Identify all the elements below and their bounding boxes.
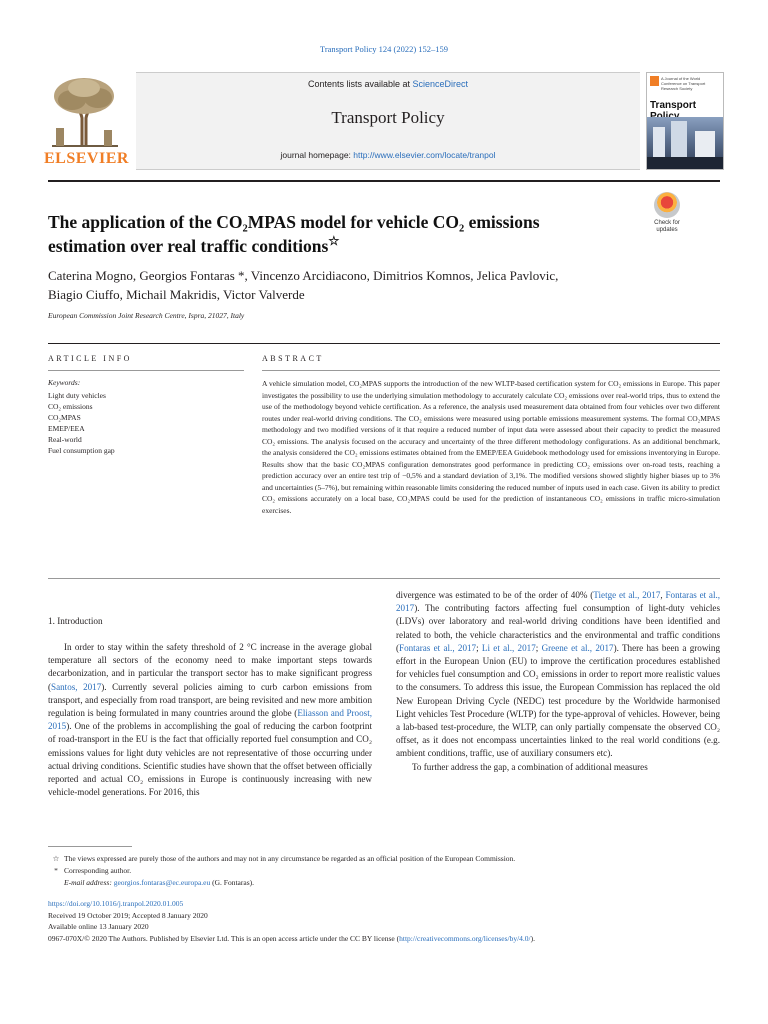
citation-link[interactable]: Fontaras et al., 2017: [399, 642, 477, 653]
section-heading-introduction: 1. Introduction: [48, 616, 103, 626]
body-right-column: [396, 589, 720, 774]
citation-link[interactable]: Eliasson and Proost, 2015: [48, 708, 372, 732]
homepage-label: journal homepage:: [280, 150, 354, 160]
journal-reference[interactable]: Transport Policy 124 (2022) 152–159: [319, 44, 449, 54]
keywords-label: Keywords:: [48, 378, 81, 387]
citation-link[interactable]: Santos, 2017: [51, 681, 102, 692]
keyword-item: Real-world: [48, 435, 82, 444]
received-dates: Received 19 October 2019; Accepted 8 January 2020: [48, 910, 208, 920]
title-footnote-mark[interactable]: ☆: [328, 234, 340, 249]
keyword-item: CO₂ emissions: [48, 402, 93, 411]
available-online: Available online 13 January 2020: [48, 922, 149, 931]
footnotes: [48, 853, 728, 889]
citation-link[interactable]: Li et al., 2017: [481, 642, 536, 653]
citation-link[interactable]: Fontaras et al., 2017: [396, 590, 721, 614]
elsevier-tree-icon: [42, 74, 128, 150]
journal-homepage: [136, 150, 640, 160]
article-title-line2: estimation over real traffic conditions: [48, 236, 329, 256]
cover-image: [647, 117, 723, 169]
article-info-rule: [48, 370, 244, 371]
abstract-rule: [262, 370, 720, 371]
author-email-link[interactable]: georgios.fontaras@ec.europa.eu: [113, 878, 211, 887]
citation-link[interactable]: Greene et al., 2017: [541, 642, 614, 653]
elsevier-logo: [42, 74, 128, 166]
author-list: [48, 266, 728, 304]
keywords-list: [48, 390, 115, 456]
keyword-item: EMEP/EEA: [48, 424, 85, 433]
keyword-item: Fuel consumption gap: [48, 446, 115, 455]
footnote-rule: [48, 846, 132, 847]
cover-small-text: A Journal of the World Conference on Transport Research Society: [647, 73, 723, 98]
cover-elsevier-icon: [650, 76, 659, 86]
intro-paragraph-2: To further address the gap, a combination of additional measures: [412, 761, 648, 772]
contents-line: [136, 79, 640, 89]
article-title-line1: The application of the CO₂MPAS model for vehicle CO₂ emissions: [48, 212, 540, 232]
affiliation: European Commission Joint Research Centre, Ispra, 21027, Italy: [48, 311, 245, 320]
homepage-link[interactable]: http://www.elsevier.com/locate/tranpol: [353, 150, 496, 160]
abstract-text: A vehicle simulation model, CO₂MPAS supports the introduction of the new WLTP-based certification system for CO₂ emissions in Europe. This paper investigates the possibility to use the underlying simulation methodology to accurately calculate CO₂ emissions over real-world trips, thus to extend the use of the methodology beyond vehicle certification. As a reference, the analysis used measurement data obtained from four vehicles over two different routes under real-world driving conditions. The CO₂ emissions were measured using portable emissions measurement systems. The formal CO₂MPAS methodology and two modified versions of it that require a reduced number of input data were assessed about their capacity to predict the measured CO₂ emissions. The analysis focused on the accuracy and uncertainty of the three different methodology configurations. As an additional benchmark, the analysis considered the CO₂ emissions estimates obtained from the EMEP/EEA Guidebook methodology used for emissions inventorying in Europe. Results show that the basic CO₂MPAS configuration demonstrates good performance in predicting CO₂ emissions over on-road tests, reaching a prediction accuracy over an entire test trip of −0,5% and a standard deviation of 3,1%. The modified versions showed slightly higher biases up to 3% and uncertainties (5–7%), but remaining within reasonable limits considering the reduced number of inputs used in each case. Given its ability to predict CO₂ emissions accurately on a local base, CO₂MPAS could be used for the prediction of instantaneous CO₂ emissions in traffic micro-simulation exercises.: [262, 379, 720, 516]
keyword-item: CO₂MPAS: [48, 413, 81, 422]
article-title: [48, 210, 628, 258]
contents-prefix: Contents lists available at: [307, 79, 413, 89]
keyword-item: Light duty vehicles: [48, 391, 106, 400]
doi-link[interactable]: https://doi.org/10.1016/j.tranpol.2020.01.005: [48, 899, 184, 908]
footnote-disclaimer: ☆ The views expressed are purely those of the authors and may not in any circumstance be regarded as an official position of the European Commission.: [52, 854, 516, 863]
intro-paragraph-continued: divergence was estimated to be of the order of 40% (Tietge et al., 2017, Fontaras et al., 2017). The contributing factors affecting fuel consumption of light-duty vehicles (LDVs) over laboratory and real-world driving conditions have been identified and related to both, the vehicle characteristics and the environmental and traffic conditions (Fontaras et al., 2017; Li et al., 2017; Greene et al., 2017). There has been a growing effort in the European Union (EU) to improve the certification procedures established for vehicles fuel consumption and CO₂ emissions in order to report more realistic values to the consumers. To address this issue, the European Commission has replaced the old New European Driving Cycle (NEDC) test procedure by the Worldwide harmonised Light vehicles Test Procedure (WLTP) for the type-approval of vehicles. However, being a lab-based test-procedure, the WLTP, can only partially compensate the observed CO₂ offset, as it does not encompass uncertainties linked to the real world conditions (e.g. ambient conditions, traffic, use of auxiliary consumers etc).: [396, 590, 721, 759]
body-left-column: [48, 641, 372, 799]
license-link[interactable]: http://creativecommons.org/licenses/by/4.0/: [399, 933, 531, 943]
footnote-email: E-mail address: georgios.fontaras@ec.europa.eu (G. Fontaras).: [64, 878, 254, 887]
footnote-corresponding: * Corresponding author.: [54, 866, 132, 875]
abstract-bottom-rule: [48, 578, 720, 579]
section-rule: [48, 343, 720, 344]
citation-link[interactable]: Tietge et al., 2017: [593, 590, 661, 600]
journal-cover[interactable]: [646, 72, 724, 170]
cover-title: Transport: [650, 100, 697, 111]
abstract-heading: ABSTRACT: [262, 354, 324, 363]
license-line: 0967-070X/© 2020 The Authors. Published by Elsevier Ltd. This is an open access article under the CC BY license (http://creativecommons.org/licenses/by/4.0/).: [48, 933, 536, 943]
publication-info: [48, 898, 728, 944]
header-rule: [48, 180, 720, 182]
check-updates-icon: [654, 192, 680, 218]
authors-line1: Caterina Mogno, Georgios Fontaras *, Vincenzo Arcidiacono, Dimitrios Komnos, Jelica Pavlovic,: [48, 268, 559, 283]
authors-line2: Biagio Ciuffo, Michail Makridis, Victor Valverde: [48, 287, 305, 302]
intro-paragraph-1: In order to stay within the safety threshold of 2 °C increase in the average global temperature all sectors of the economy need to make important steps towards decarbonization, and in particular the transport sector has to make significant progress (Santos, 2017). Currently several policies aiming to curb carbon emissions from transport, and especially from road transport, are being revisited and new more ambition regulation is being formulated in many countries around the globe (Eliasson and Proost, 2015). One of the problems in accomplishing the goal of reducing the carbon footprint of road-transport in the EU is the fact that officially reported fuel consumption and CO₂ emissions values for light duty vehicles are not representative of those occurring under actual driving conditions. Scientific studies have shown that the offset between officially reported and actual CO₂ emissions in Europe is continuously increasing with new vehicle-model generations. For 2016, this: [48, 642, 372, 798]
sciencedirect-link[interactable]: ScienceDirect: [412, 79, 469, 89]
check-badge-line2: updates: [656, 227, 678, 233]
elsevier-wordmark: ELSEVIER: [44, 150, 129, 167]
journal-name: Transport Policy: [331, 108, 445, 127]
article-info-heading: ARTICLE INFO: [48, 354, 132, 363]
check-for-updates-badge[interactable]: [646, 192, 688, 234]
check-badge-line1: Check for: [654, 220, 680, 226]
